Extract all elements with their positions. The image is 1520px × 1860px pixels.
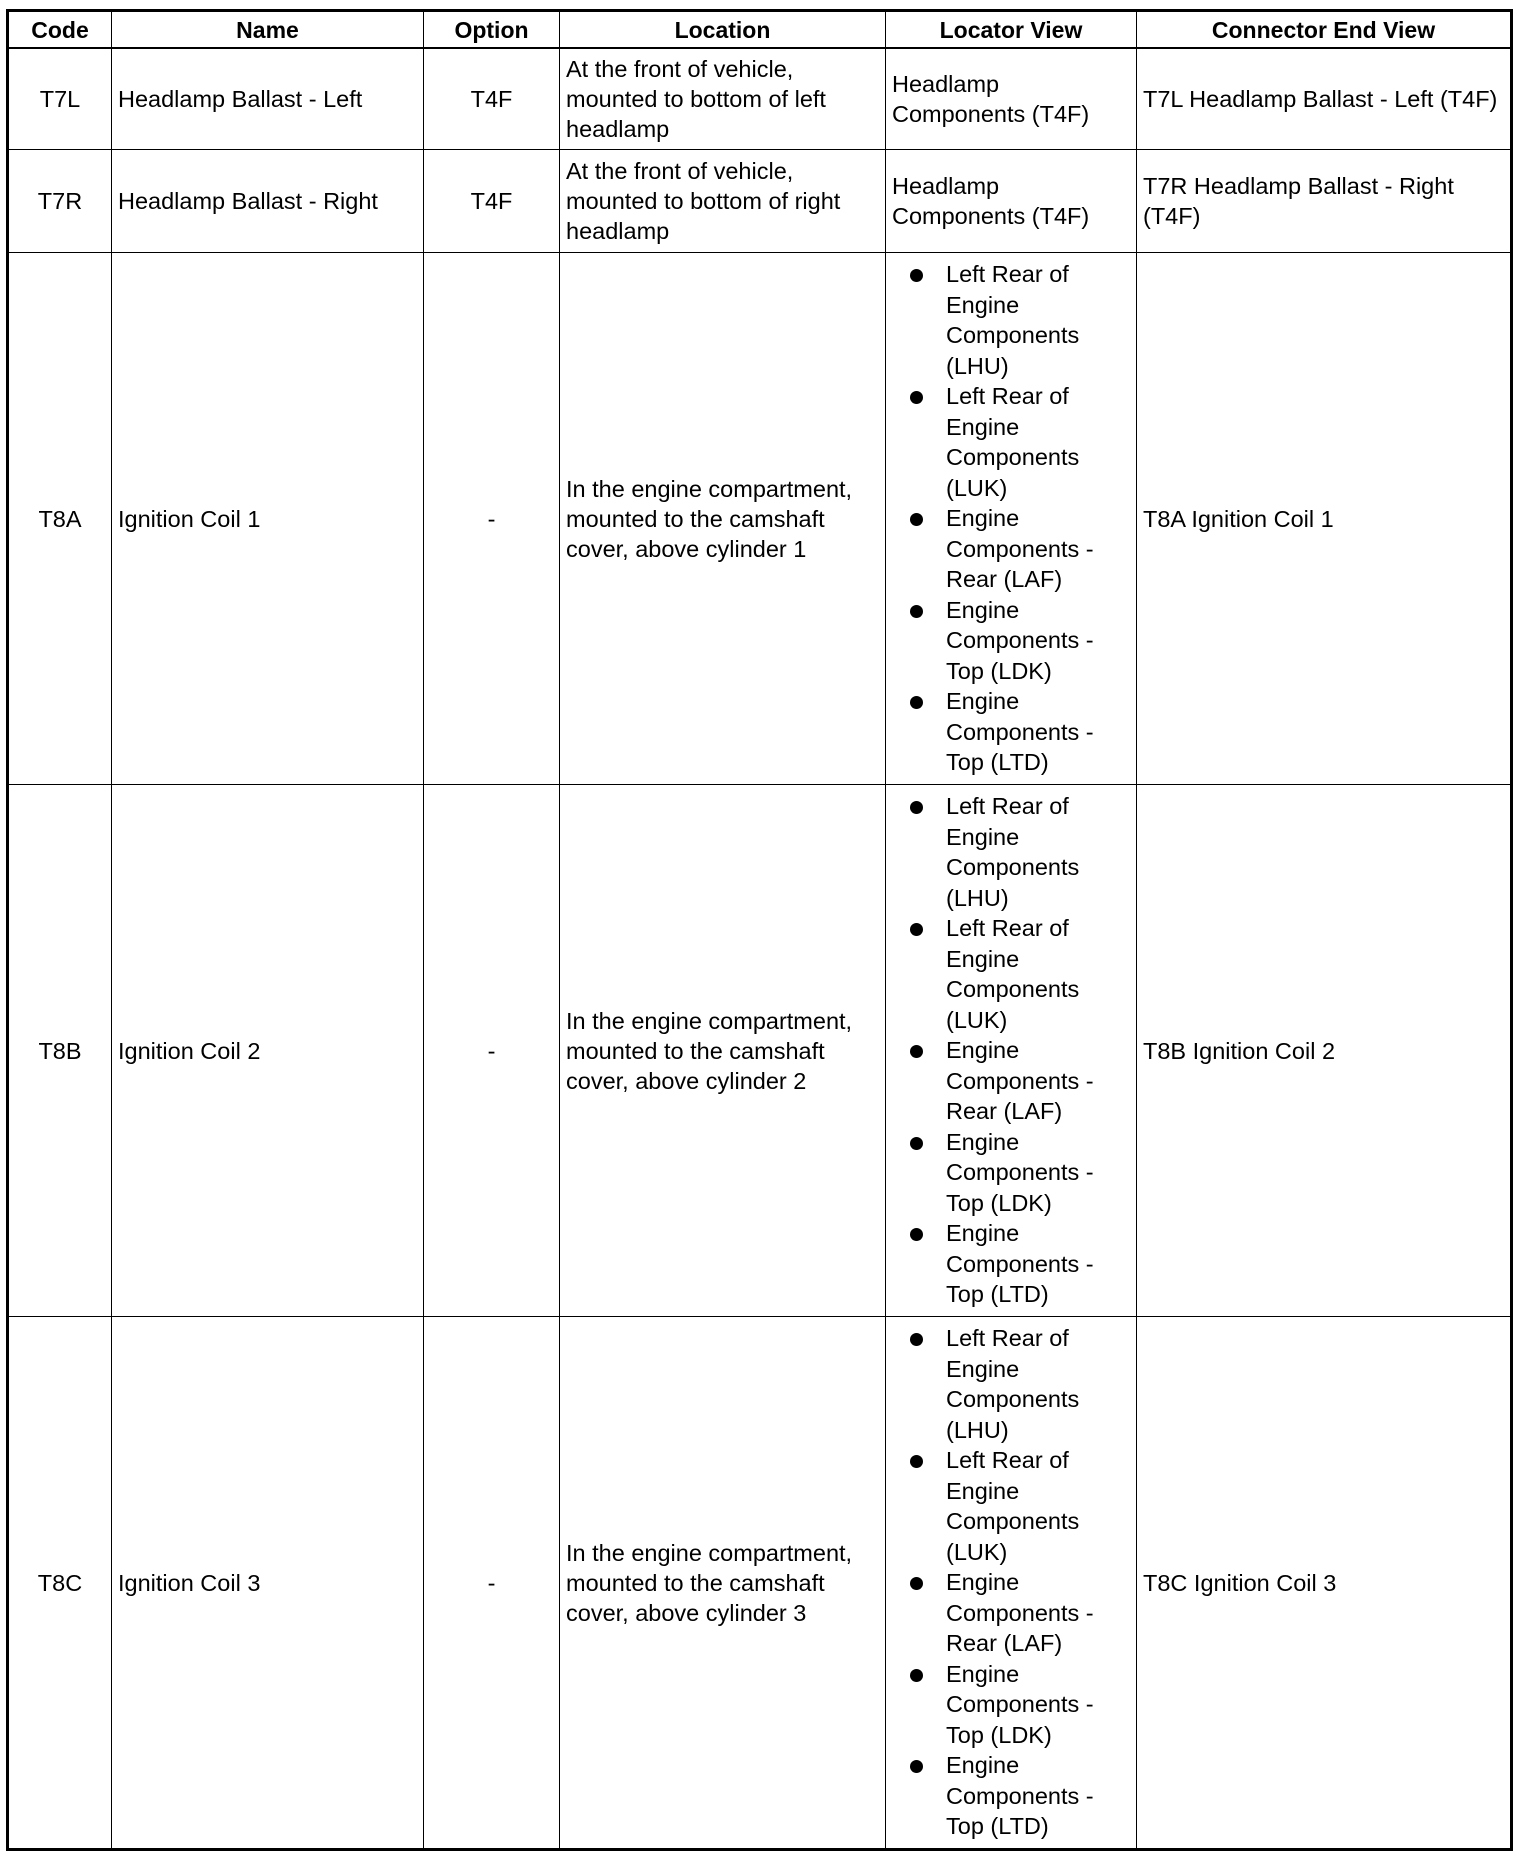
cell-connector-end-view: T7R Headlamp Ballast - Right (T4F) — [1137, 150, 1510, 253]
cell-name: Ignition Coil 1 — [112, 253, 424, 785]
bullet-icon — [910, 391, 923, 404]
header-code: Code — [9, 12, 112, 49]
bullet-icon — [910, 1333, 923, 1346]
cell-location: In the engine compartment, mounted to the camshaft cover, above cylinder 3 — [560, 1317, 886, 1848]
locator-list-item: Engine Components - Rear (LAF) — [910, 503, 1130, 595]
cell-name: Ignition Coil 2 — [112, 785, 424, 1317]
cell-locator-view — [886, 253, 1137, 785]
bullet-icon — [910, 1669, 923, 1682]
locator-list-item: Engine Components - Top (LDK) — [910, 1659, 1130, 1751]
cell-location: In the engine compartment, mounted to the camshaft cover, above cylinder 1 — [560, 253, 886, 785]
cell-option: T4F — [424, 49, 560, 150]
header-name: Name — [112, 12, 424, 49]
cell-locator-view: Headlamp Components (T4F) — [886, 150, 1137, 253]
locator-list-item: Left Rear of Engine Components (LHU) — [910, 259, 1130, 381]
locator-list-item: Left Rear of Engine Components (LHU) — [910, 791, 1130, 913]
locator-list — [892, 259, 1130, 778]
bullet-icon — [910, 513, 923, 526]
locator-list-item: Left Rear of Engine Components (LUK) — [910, 381, 1130, 503]
bullet-icon — [910, 923, 923, 936]
locator-list-item: Left Rear of Engine Components (LHU) — [910, 1323, 1130, 1445]
cell-connector-end-view: T8A Ignition Coil 1 — [1137, 253, 1510, 785]
locator-list-item: Engine Components - Top (LTD) — [910, 1218, 1130, 1310]
cell-option: - — [424, 1317, 560, 1848]
cell-code: T8C — [9, 1317, 112, 1848]
bullet-icon — [910, 696, 923, 709]
cell-name: Headlamp Ballast - Left — [112, 49, 424, 150]
cell-name: Ignition Coil 3 — [112, 1317, 424, 1848]
locator-list-item: Left Rear of Engine Components (LUK) — [910, 1445, 1130, 1567]
cell-name: Headlamp Ballast - Right — [112, 150, 424, 253]
cell-option: T4F — [424, 150, 560, 253]
cell-code: T7L — [9, 49, 112, 150]
cell-connector-end-view: T8B Ignition Coil 2 — [1137, 785, 1510, 1317]
cell-location: At the front of vehicle, mounted to bottom of right headlamp — [560, 150, 886, 253]
locator-list — [892, 1323, 1130, 1842]
bullet-icon — [910, 1228, 923, 1241]
header-locator-view: Locator View — [886, 12, 1137, 49]
cell-option: - — [424, 785, 560, 1317]
locator-list-item: Engine Components - Rear (LAF) — [910, 1035, 1130, 1127]
cell-code: T8B — [9, 785, 112, 1317]
locator-list-item: Engine Components - Top (LTD) — [910, 686, 1130, 778]
bullet-icon — [910, 605, 923, 618]
cell-connector-end-view: T7L Headlamp Ballast - Left (T4F) — [1137, 49, 1510, 150]
bullet-icon — [910, 1760, 923, 1773]
connector-table — [6, 9, 1513, 1851]
locator-list-item: Engine Components - Top (LTD) — [910, 1750, 1130, 1842]
cell-option: - — [424, 253, 560, 785]
header-option: Option — [424, 12, 560, 49]
locator-list — [892, 791, 1130, 1310]
cell-locator-view — [886, 1317, 1137, 1848]
cell-locator-view: Headlamp Components (T4F) — [886, 49, 1137, 150]
bullet-icon — [910, 269, 923, 282]
cell-location: In the engine compartment, mounted to the camshaft cover, above cylinder 2 — [560, 785, 886, 1317]
locator-list-item: Engine Components - Top (LDK) — [910, 595, 1130, 687]
bullet-icon — [910, 801, 923, 814]
cell-locator-view — [886, 785, 1137, 1317]
cell-location: At the front of vehicle, mounted to bottom of left headlamp — [560, 49, 886, 150]
cell-code: T8A — [9, 253, 112, 785]
bullet-icon — [910, 1455, 923, 1468]
header-location: Location — [560, 12, 886, 49]
bullet-icon — [910, 1045, 923, 1058]
bullet-icon — [910, 1137, 923, 1150]
locator-list-item: Left Rear of Engine Components (LUK) — [910, 913, 1130, 1035]
bullet-icon — [910, 1577, 923, 1590]
header-connector-end-view: Connector End View — [1137, 12, 1510, 49]
cell-connector-end-view: T8C Ignition Coil 3 — [1143, 1569, 1337, 1596]
cell-code: T7R — [9, 150, 112, 253]
locator-list-item: Engine Components - Top (LDK) — [910, 1127, 1130, 1219]
locator-list-item: Engine Components - Rear (LAF) — [910, 1567, 1130, 1659]
